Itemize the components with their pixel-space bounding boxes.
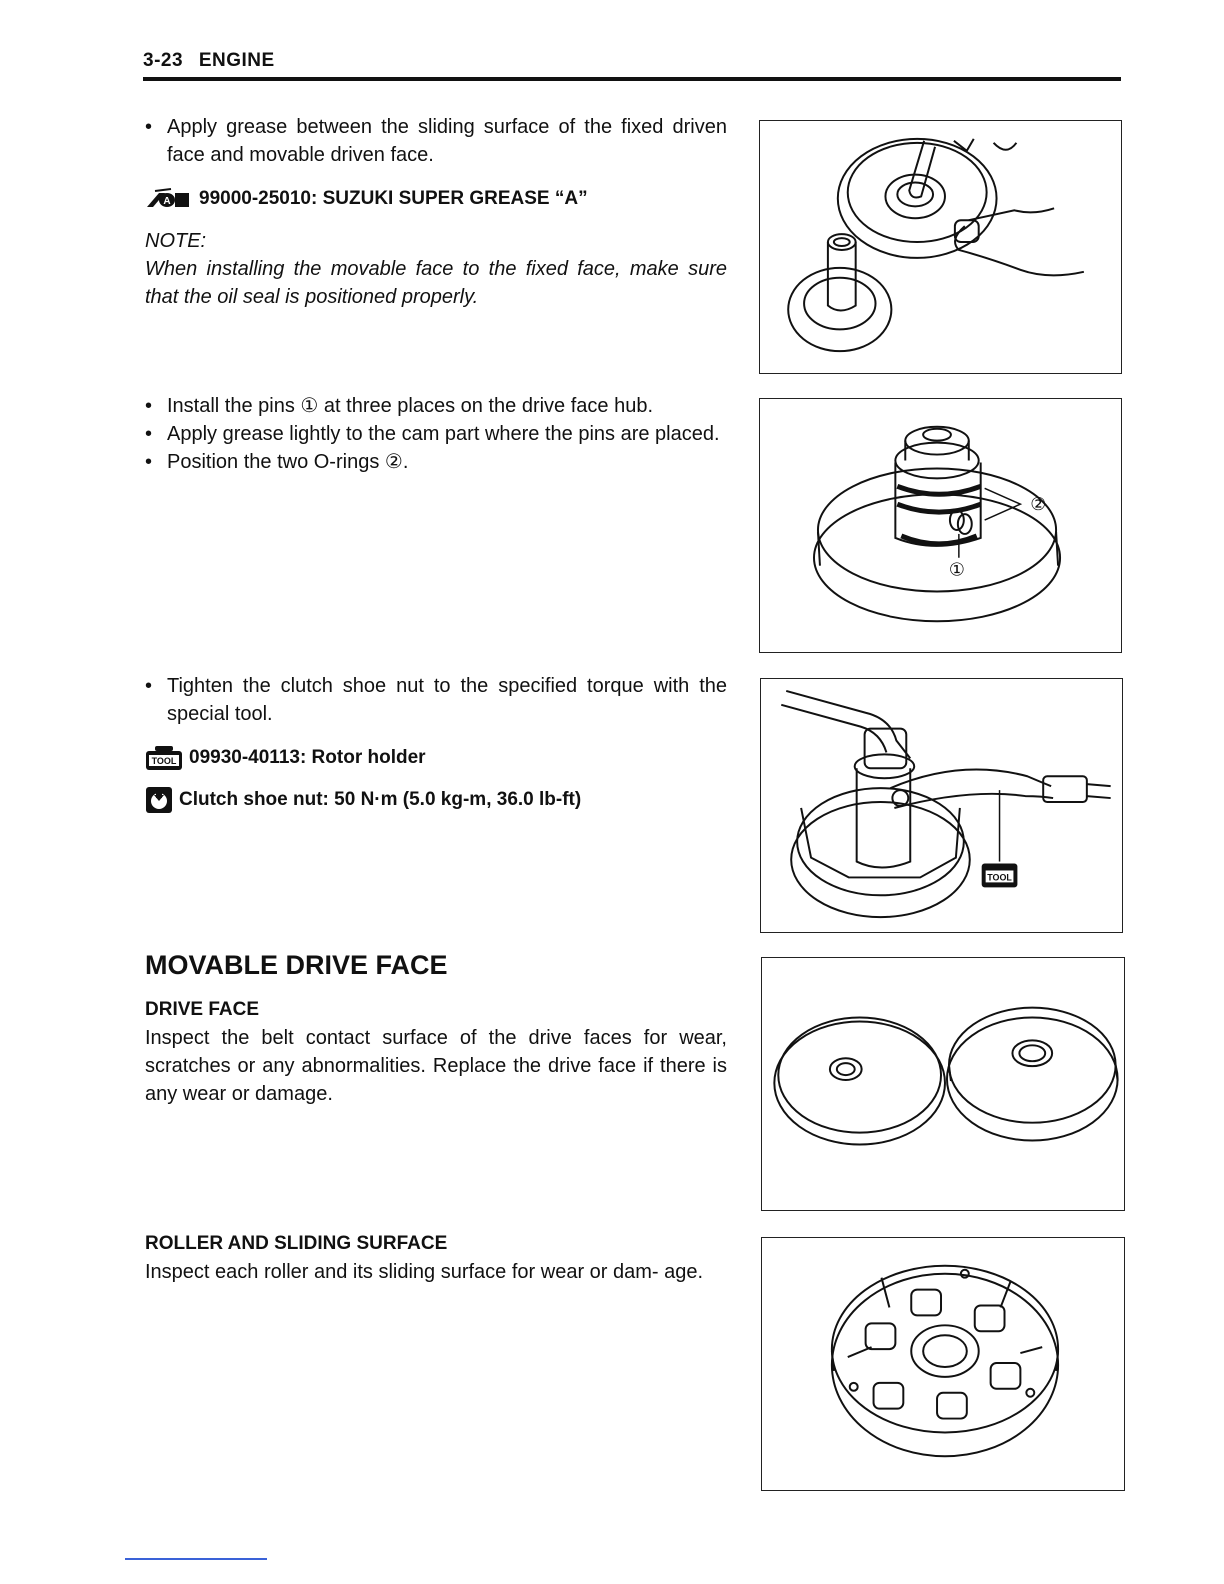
- figure-driven-face-grease: [759, 120, 1122, 374]
- footer-link-underline: [125, 1558, 267, 1560]
- orings-bullet: • Position the two O-rings ②.: [145, 448, 727, 476]
- note-body: When installing the movable face to the fixed face, make sure that the oil seal is positioned properly.: [145, 258, 727, 308]
- pins-bullet: • Install the pins ① at three places on the drive face hub.: [145, 392, 727, 420]
- page-number: 3-23: [143, 50, 184, 71]
- drive-face-block: [145, 996, 727, 1108]
- figure-roller-housing: [761, 1237, 1125, 1491]
- oring-ref: ②: [384, 451, 403, 473]
- tool-spec-text: 09930-40113: Rotor holder: [189, 747, 426, 768]
- section-title: MOVABLE DRIVE FACE: [145, 950, 448, 980]
- pins-instruction-block: [145, 392, 727, 476]
- grease-bullet: • Apply grease between the sliding surface of the fixed driven face and movable driven face.: [145, 113, 727, 169]
- grease-instruction-block: [145, 113, 727, 311]
- torque-spec-text: Clutch shoe nut: 50 N·m (5.0 kg-m, 36.0 lb-ft): [179, 789, 582, 810]
- grease-icon-letter: A: [163, 196, 171, 207]
- page-header: [143, 50, 275, 72]
- section-name: ENGINE: [198, 50, 275, 71]
- roller-block: [145, 1230, 727, 1286]
- roller-text: Inspect each roller and its sliding surface for wear or dam- age.: [145, 1261, 704, 1283]
- cam-grease-bullet: • Apply grease lightly to the cam part where the pins are placed.: [145, 420, 727, 448]
- figure-rotor-holder: [760, 678, 1123, 933]
- figure-drive-faces: [761, 957, 1125, 1211]
- header-rule: [143, 77, 1121, 81]
- grease-icon: [145, 187, 193, 211]
- roller-heading: ROLLER AND SLIDING SURFACE: [145, 1233, 448, 1254]
- tool-spec: [145, 744, 727, 772]
- torque-icon: [145, 786, 173, 814]
- drive-face-heading: DRIVE FACE: [145, 999, 260, 1020]
- fig-tool-badge-text: TOOL: [987, 872, 1012, 883]
- fig-label-orings: ②: [1030, 494, 1047, 516]
- note-title: NOTE:: [145, 230, 207, 252]
- fig-label-pins: ①: [948, 559, 965, 581]
- drive-face-text: Inspect the belt contact surface of the drive faces for wear, scratches or any abnormalities. Replace the drive face if there is any wear or damage.: [145, 1027, 727, 1105]
- torque-spec: [145, 786, 727, 814]
- grease-spec: [145, 185, 727, 213]
- figure-drive-face-hub: [759, 398, 1122, 653]
- tool-badge-text: TOOL: [151, 756, 177, 766]
- clutch-nut-block: [145, 672, 727, 814]
- tool-icon: [145, 745, 183, 771]
- clutch-nut-bullet: • Tighten the clutch shoe nut to the specified torque with the special tool.: [145, 672, 727, 728]
- pin-ref: ①: [300, 395, 319, 417]
- fig-tool-badge: [982, 864, 1018, 888]
- grease-spec-text: 99000-25010: SUZUKI SUPER GREASE “A”: [199, 188, 588, 209]
